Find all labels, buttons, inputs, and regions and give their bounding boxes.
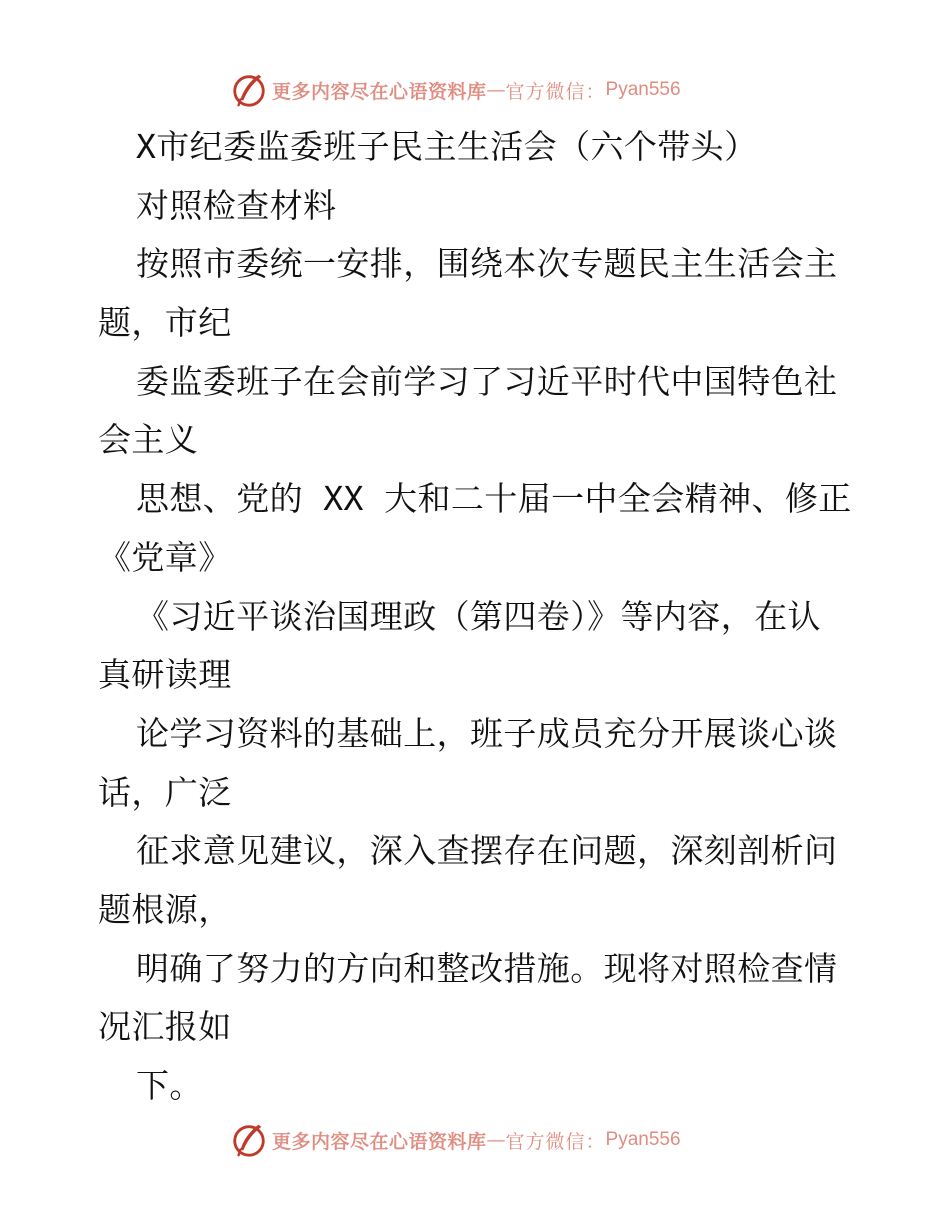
doc-text-line: 题，市纪 [98,303,232,343]
doc-text-line: 真研读理 [98,655,232,695]
doc-text-line: 《习近平谈治国理政（第四卷）》等内容，在认 [136,596,821,636]
doc-text-line: 思想、党的 XX 大和二十届一中全会精神、修正 [136,479,852,519]
doc-text-line: 按照市委统一安排，围绕本次专题民主生活会主 [136,244,838,284]
quill-logo-icon [230,71,268,109]
doc-text-line: 《党章》 [98,537,232,577]
doc-title-line-1: X市纪委监委班子民主生活会（六个带头） [136,127,758,166]
watermark-label: 官方微信： [505,1130,606,1153]
doc-title-line-2: 对照检查材料 [136,185,337,225]
watermark-label: 官方微信： [505,80,606,103]
quill-logo-icon [230,1121,268,1159]
watermark-banner-top [230,70,681,110]
doc-text-line: 委监委班子在会前学习了习近平时代中国特色社 [136,361,838,401]
doc-text-line: 会主义 [98,420,199,460]
doc-text-line: 下。 [136,1066,203,1105]
watermark-separator: — [486,1129,506,1151]
watermark-separator: — [486,79,506,101]
doc-text-line: 征求意见建议，深入查摆存在问题，深刻剖析问 [136,831,838,871]
doc-text-line: 题根源， [98,889,232,929]
doc-text-line: 论学习资料的基础上，班子成员充分开展谈心谈 [136,713,838,753]
watermark-main-text: 更多内容尽在心语资料库 [272,1130,487,1153]
doc-text-line: 况汇报如 [98,1007,232,1047]
watermark-main-text: 更多内容尽在心语资料库 [272,80,487,103]
doc-text-line: 明确了努力的方向和整改措施。现将对照检查情 [136,948,838,988]
watermark-wechat-id: Pyan556 [605,79,681,100]
watermark-banner-bottom [230,1120,681,1160]
doc-text-line: 话，广泛 [98,772,232,812]
watermark-wechat-id: Pyan556 [605,1129,681,1150]
document-body [98,118,858,1116]
